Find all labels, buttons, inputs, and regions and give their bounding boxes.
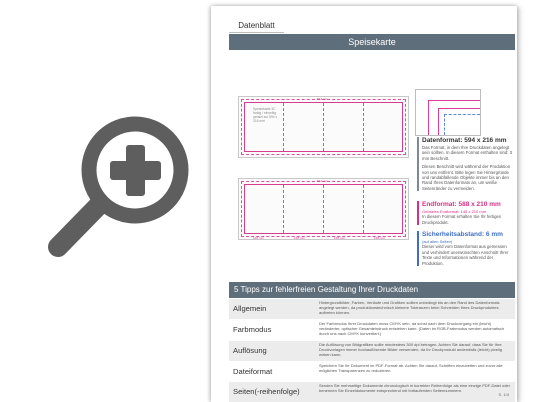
safety-block [417, 231, 514, 266]
tip-row [229, 320, 515, 340]
sample-text: Speisekarte 4C farbig / einseitig gefalzt auf 594 x 216 mm [253, 107, 278, 123]
zoom-in-icon[interactable] [40, 112, 190, 262]
fold-panel [283, 185, 324, 233]
corner-detail [415, 89, 481, 136]
sheet-tab: Datenblatt [229, 20, 284, 33]
datenformat-title: Datenformat: 594 x 216 mm [422, 137, 507, 144]
tip-text: Der Farbmodus Ihrer Druckdaten muss CMYK sein, da sonst nach dem Druckvorgang ein (leicht) veränderter, optischer Gesamteindruck entstehen kann. (Daten im RGB-Farbmodus werden automatisch durch uns nach CMYK konvertiert.) [319, 321, 505, 336]
tip-row [229, 382, 515, 402]
tip-text: Hintergrundbilder, Farben, Verläufe und Grafiken sollten unbedingt bis an den Rand des Datenformats angelegt werden, da produktionstechnisch kleinere Toleranzen beim Schneiden Ihres Druckproduktes auftreten können. [319, 300, 500, 315]
endformat-text: In diesem Format erhalten Sie Ihr fertiges Druckprodukt. [422, 214, 502, 225]
panel-dim: 148 mm [253, 236, 264, 240]
datenformat-text-2: Diesen Beschnitt wird während der Produktion von uns entfernt. Bitte legen Sie Hintergründe und randabfallende Objekte immer bis an den Rand Ihres Datenformats an, um weiße Seitenränder zu vermeiden. [422, 164, 511, 191]
safety-title: Sicherheitsabstand: 6 mm [422, 231, 503, 238]
panel-dim: 148 mm [334, 236, 345, 240]
page-number: S. 1/4 [498, 392, 509, 397]
tip-row [229, 299, 515, 319]
datasheet-page [211, 6, 517, 402]
sheet-title: Speisekarte [229, 34, 515, 50]
tip-label: Allgemein [233, 304, 267, 313]
tip-label: Seiten(-reihenfolge) [233, 387, 300, 396]
tips-heading: 5 Tipps zur fehlerfreien Gestaltung Ihrer Druckdaten [229, 282, 515, 298]
panel-dim: 148 mm [294, 236, 305, 240]
endformat-title: Endformat: 588 x 210 mm [422, 201, 501, 208]
tip-row [229, 362, 515, 382]
tip-text: Senden Sie mehrseitige Dokumente chronologisch in korrekter Reihenfolge als eine einzige PDF-Datei oder benennen Sie Einzeldokumente entsprechend mit fortlaufenden Seitennummern. [319, 383, 510, 393]
panel-dim: 148 mm [374, 236, 385, 240]
back-layout [238, 178, 409, 240]
safety-text: Dieser wird vom Datenformat aus gemessen und verhindert unerwünschten Anschnitt Ihrer Texte und Informationen während der Produktion. [422, 244, 509, 266]
datenformat-block [417, 137, 514, 191]
fold-panel [283, 103, 324, 151]
safe-edge [444, 114, 480, 135]
datenformat-text: Das Format, in dem Ihre Druckdaten angelegt sein sollten. In diesem Format enthalten sind: 3 mm Beschnitt. [422, 145, 513, 161]
endformat-block [417, 201, 514, 225]
tip-text: Die Auflösung von Bildgrafiken sollte mindestens 300 dpi betragen. Achten Sie darauf, dass Sie für Ihre Druckvorlagen immer hochauflösende Bilder verwenden, da Ihr Druckprodukt andernfalls (leicht) pixelig wirken kann. [319, 342, 502, 357]
tip-text: Speichern Sie Ihr Dokument im PDF-Format ab. Achten Sie darauf, Schriften einzubetten und zuvor alle möglichen Transparenzen zu reduzieren. [319, 363, 503, 373]
fold-panel [244, 185, 284, 233]
tip-label: Dateiformat [233, 367, 273, 376]
tip-row [229, 341, 515, 361]
top-dimension: 594 mm [317, 97, 328, 101]
fold-panel [323, 103, 364, 151]
front-layout [238, 96, 409, 158]
tip-label: Farbmodus [233, 325, 272, 334]
bottom-dimension: 594 mm [317, 179, 328, 183]
tip-label: Auflösung [233, 346, 267, 355]
endformat-subtitle: Gefalztes Endformat: 148 x 210 mm [422, 209, 487, 214]
fold-panel [323, 185, 364, 233]
safety-subtitle: (auf allen Seiten) [422, 239, 453, 244]
